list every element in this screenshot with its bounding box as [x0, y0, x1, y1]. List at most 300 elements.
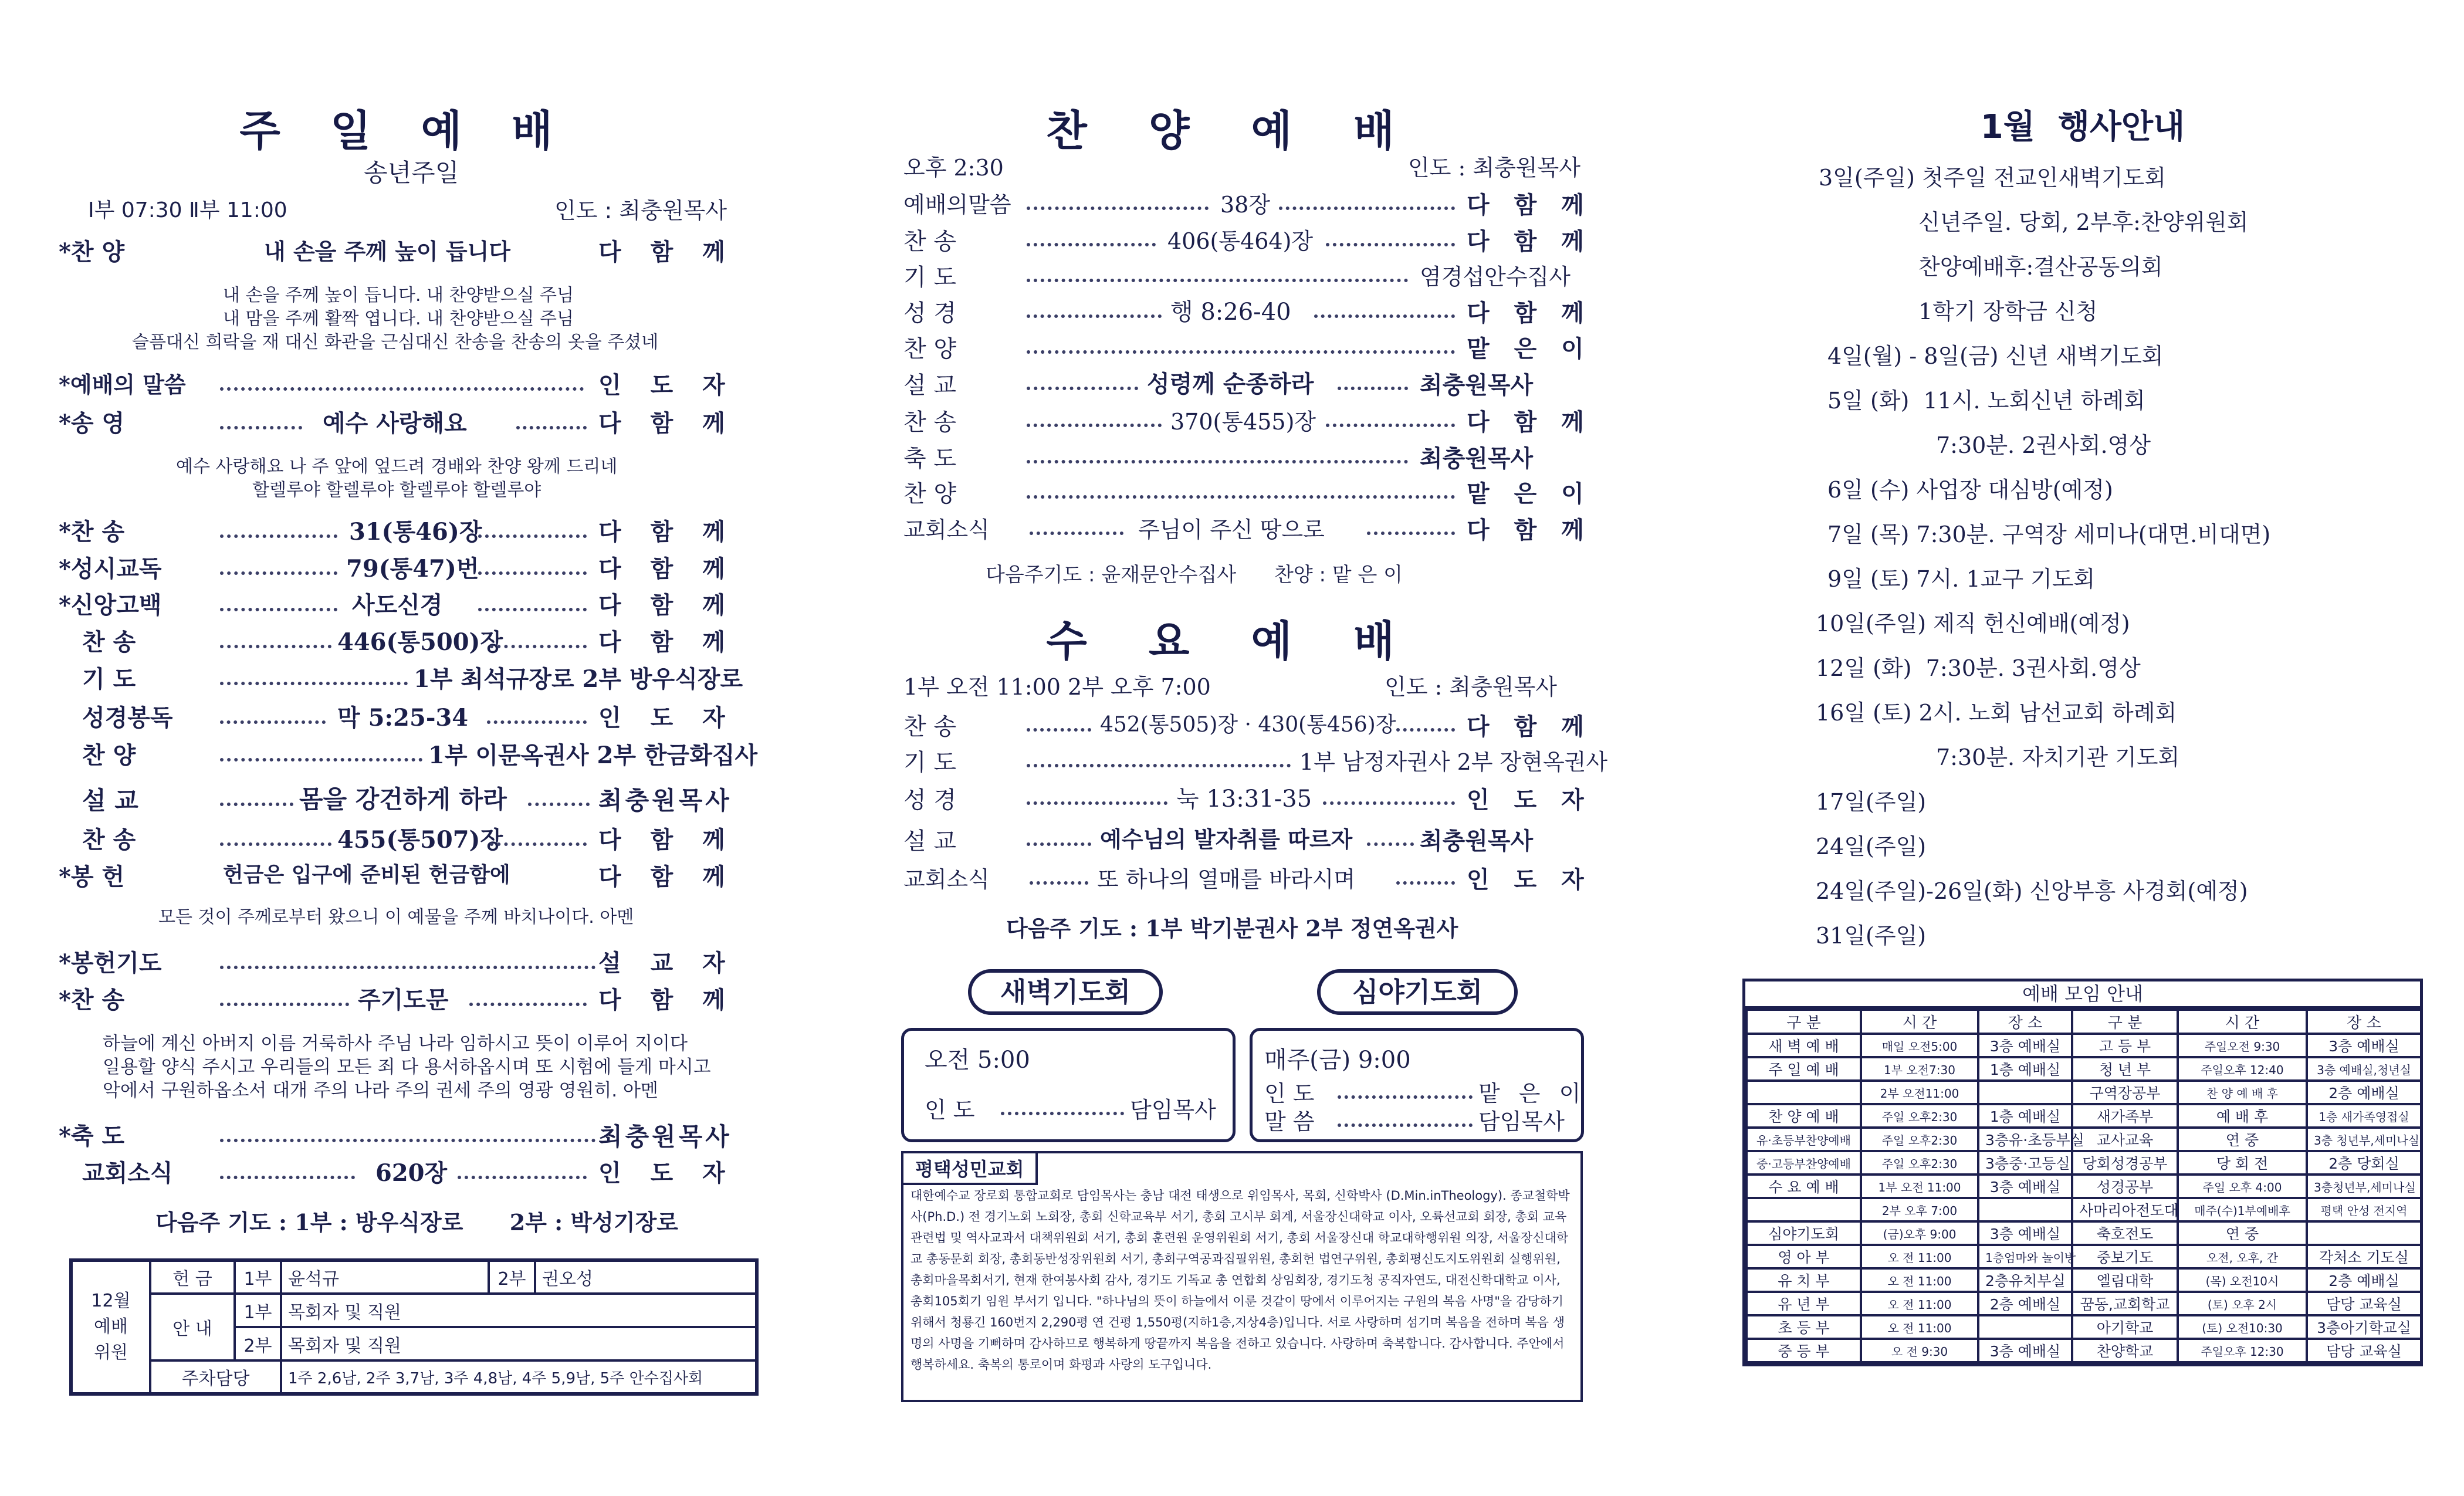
- schedule-cell: 3층 예배실: [1978, 1221, 2072, 1245]
- leader-dots: [1027, 279, 1408, 282]
- church-intro-text: 대한예수교 장로회 통합교회로 담임목사는 충남 대전 태생으로 위임목사, 목회, 신학박사 (D.Min.inTheology). 종교철학박사(Ph.D.) 전 경기노회 노회장, 총회 신학교육부 서기, 총회 고시부 회계, 서울장신대학교 이사, 오륙선교회 회장, 총회 교육관련법 및 역사교과서 대책위원회 서기, 총회 훈련원 운영위원회 서기, 총회 서울장신대 학교대학행위원 의장, 서울장신대학교 총동문회 회장, 총회동반성장위원회 서기, 총회구역공과집필위원, 총회헌 법연구위원, 총회평신도지도위원회 실행위원, 총회마을목회서기, 현재 한여봉사회 감사, 경기도 기독교 총 연합회 상임회장, 경기도청 공직자연도, 대전신학대학교 이사, 총회105회기 임원 부서기 입니다. "하나님의 뜻이 하늘에서 이룬 것같이 땅에서 이루어지는 구원의 복음 사명"을 감당하기 위해서 청룡긴 160번지 2,290평 연 건평 1,550평(지하1층,지상4층)입니다. 서로 사랑하며 섬기며 복음을 전하며 복음 생명의 사명을 기뻐하며 감사하므로 행복하게 땅끝까지 복음을 전하고 있습니다. 사랑하며 축복합니다. 감사합니다. 주안에서 행복하세요. 축복의 통로이며 화평과 사랑의 도구입니다.: [911, 1189, 1570, 1372]
- schedule-cell: 3층 예배실: [1978, 1339, 2072, 1362]
- order-content: 370(통455)장: [1170, 409, 1316, 435]
- order-person: 최충원목사: [1420, 827, 1534, 855]
- offering-note: 모든 것이 주께로부터 왔으니 이 예물을 주께 바치나이다. 아멘: [158, 907, 634, 928]
- order-content: 446(통500)장: [337, 628, 503, 656]
- order-person: 맡 은 이: [1467, 480, 1592, 507]
- schedule-cell: 유 치 부: [1747, 1268, 1861, 1292]
- schedule-cell: 새 벽 예 배: [1747, 1034, 1861, 1057]
- leader-dots: [220, 1139, 595, 1142]
- leader-dots: [1027, 243, 1156, 246]
- leader-dots: [1367, 842, 1414, 846]
- order-label: 찬 송: [82, 628, 136, 656]
- schedule-title: 예배 모임 안내: [1745, 981, 2420, 1008]
- duty-name: 목회자 및 직원: [281, 1327, 757, 1360]
- schedule-row: [1747, 1081, 2421, 1104]
- night-word-label: 말 씀: [1264, 1109, 1315, 1135]
- schedule-cell: [1978, 1198, 2072, 1221]
- schedule-cell: [1978, 1081, 2072, 1104]
- schedule-cell: 담당 교육실: [2307, 1292, 2421, 1315]
- order-label: 찬 양: [903, 480, 956, 507]
- schedule-row: [1747, 1104, 2421, 1128]
- leader-dots: [1396, 728, 1455, 732]
- order-person: 1부 이문옥권사 2부 한금화집사: [428, 742, 758, 769]
- wednesday-service-title: 수 요 예 배: [1046, 616, 1418, 666]
- schedule-cell: 오 전 9:30: [1861, 1339, 1978, 1362]
- order-label: *성시교독: [59, 555, 162, 583]
- schedule-cell: 오 전 11:00: [1861, 1268, 1978, 1292]
- schedule-cell: 주 일 예 배: [1747, 1057, 1861, 1081]
- order-person: 1부 남정자권사 2부 장현옥권사: [1299, 749, 1608, 775]
- sermon-title: 성령께 순종하라: [1147, 370, 1314, 398]
- leader-dots: [528, 803, 590, 806]
- order-label: 설 교: [903, 372, 956, 399]
- leader-dots: [1326, 424, 1455, 427]
- schedule-cell: 주일 오후 4:00: [2178, 1175, 2307, 1198]
- schedule-cell: 매주(수)1부예배후: [2178, 1198, 2307, 1221]
- night-prayer-title: 심야기도회: [1317, 969, 1518, 1015]
- order-content: 455(통507)장: [337, 826, 503, 854]
- event-item: 24일(주일)-26일(화) 신앙부흥 사경회(예정): [1816, 878, 2248, 904]
- schedule-row: [1747, 1221, 2421, 1245]
- wednesday-leader: 인도 : 최충원목사: [1385, 674, 1557, 700]
- leader-dots: [1396, 881, 1455, 885]
- leader-dots: [478, 608, 587, 611]
- schedule-cell: 1층 새가족영접실: [2307, 1104, 2421, 1128]
- schedule-cell: 당 회 전: [2178, 1151, 2307, 1175]
- sermon-title: 몸을 강건하게 하라: [299, 785, 507, 814]
- leader-dots: [469, 1003, 587, 1006]
- order-person: 다 함 께: [598, 238, 736, 266]
- sunday-next-prayer: 다음주 기도 : 1부 : 방우식장로 2부 : 박성기장로: [155, 1209, 678, 1236]
- order-label: 찬 송: [903, 713, 956, 740]
- order-person: 다 함 께: [598, 863, 736, 891]
- night-prayer-box: [1250, 1028, 1587, 1142]
- order-content: 막 5:25-34: [337, 704, 469, 732]
- schedule-cell: [1747, 1198, 1861, 1221]
- order-label: 성 경: [903, 300, 956, 327]
- schedule-cell: 당회성경공부: [2072, 1151, 2178, 1175]
- schedule-cell: 초 등 부: [1747, 1315, 1861, 1339]
- schedule-cell: 1부 오전 11:00: [1861, 1175, 1978, 1198]
- order-person: 다 함 께: [1467, 516, 1592, 544]
- schedule-header: 시 간: [1861, 1010, 1978, 1034]
- schedule-cell: 수 요 예 배: [1747, 1175, 1861, 1198]
- church-intro-box: [901, 1151, 1583, 1402]
- schedule-cell: 2부 오후 7:00: [1861, 1198, 1978, 1221]
- order-person: 1부 최석규장로 2부 방우식장로: [414, 665, 743, 693]
- schedule-cell: (토) 오전10:30: [2178, 1315, 2307, 1339]
- schedule-row: [1747, 1245, 2421, 1268]
- order-content: 주기도문: [358, 986, 449, 1014]
- lyrics-line: 예수 사랑해요 나 주 앞에 엎드려 경배와 찬양 왕께 드리네: [176, 456, 618, 477]
- duty-name: 목회자 및 직원: [281, 1294, 757, 1327]
- schedule-cell: 영 아 부: [1747, 1245, 1861, 1268]
- schedule-cell: 2층 당회실: [2307, 1151, 2421, 1175]
- schedule-cell: 유 년 부: [1747, 1292, 1861, 1315]
- event-item: 6일 (수) 사업장 대심방(예정): [1827, 477, 2113, 503]
- schedule-cell: 사마리아전도대: [2072, 1198, 2178, 1221]
- schedule-cell: 2층 예배실: [1978, 1292, 2072, 1315]
- schedule-cell: 1층 예배실: [1978, 1057, 2072, 1081]
- order-content: 사도신경: [352, 591, 443, 619]
- schedule-table-wrap: [1742, 979, 2423, 1366]
- schedule-header: 장 소: [1978, 1010, 2072, 1034]
- leader-dots: [1030, 881, 1088, 885]
- order-label: 성 경: [903, 787, 956, 814]
- schedule-cell: 꿈동,교회학교: [2072, 1292, 2178, 1315]
- leader-dots: [490, 645, 587, 648]
- duty-side-line: 예배: [94, 1316, 128, 1337]
- order-person: 설 교 자: [598, 949, 736, 977]
- order-person: 최충원목사: [598, 786, 732, 815]
- schedule-row: [1747, 1339, 2421, 1362]
- sunday-service-title: 주 일 예 배: [239, 106, 570, 155]
- schedule-cell: 담당 교육실: [2307, 1339, 2421, 1362]
- leader-dots: [1027, 764, 1291, 767]
- order-content: 또 하나의 열매를 바라시며: [1097, 867, 1356, 892]
- event-item: 찬양예배후:결산공동의회: [1918, 254, 2163, 280]
- leader-dots: [220, 720, 326, 724]
- schedule-row: [1747, 1151, 2421, 1175]
- schedule-cell: 연 중: [2178, 1221, 2307, 1245]
- schedule-cell: 성경공부: [2072, 1175, 2178, 1198]
- duty-side-line: 12월: [91, 1291, 131, 1311]
- schedule-cell: 3층 예배실: [1978, 1034, 2072, 1057]
- schedule-row: [1747, 1128, 2421, 1151]
- leader-dots: [1027, 460, 1408, 463]
- schedule-cell: [1747, 1081, 1861, 1104]
- order-person: 다 함 께: [598, 518, 736, 546]
- night-leader: 맡 은 이: [1478, 1081, 1587, 1106]
- order-person: 최충원목사: [1420, 445, 1534, 472]
- leader-dots: [1027, 314, 1162, 318]
- order-person: 다 함 께: [598, 986, 736, 1014]
- leader-dots: [220, 426, 302, 429]
- schedule-cell: 2층유치부실: [1978, 1268, 2072, 1292]
- lords-prayer-line: 악에서 구원하옵소서 대개 주의 나라 주의 권세 주의 영광 영원히. 아멘: [103, 1080, 658, 1101]
- order-label: 기 도: [82, 665, 136, 693]
- schedule-cell: 새가족부: [2072, 1104, 2178, 1128]
- dawn-leader: 담임목사: [1130, 1097, 1216, 1123]
- order-person: 다 함 께: [1467, 713, 1592, 740]
- schedule-cell: 주일 오후2:30: [1861, 1104, 1978, 1128]
- night-leader-label: 인 도: [1264, 1081, 1315, 1106]
- schedule-cell: 3층 청년부,세미나실: [2307, 1128, 2421, 1151]
- schedule-cell: [2307, 1221, 2421, 1245]
- leader-dots: [220, 758, 422, 761]
- order-content: 예수 사랑해요: [323, 409, 467, 437]
- schedule-cell: 2층 예배실: [2307, 1081, 2421, 1104]
- sunday-subtitle: 송년주일: [364, 158, 459, 187]
- leader-dots: [220, 842, 331, 846]
- event-item: 7:30분. 자치기관 기도회: [1936, 744, 2180, 770]
- order-label: 교회소식: [903, 867, 990, 892]
- schedule-cell: 연 중: [2178, 1128, 2307, 1151]
- duty-offering-label: 헌 금: [150, 1260, 235, 1294]
- schedule-row: [1747, 1034, 2421, 1057]
- order-label: 축 도: [903, 445, 956, 472]
- events-title: 1월 행사안내: [1980, 108, 2185, 146]
- event-item: 31일(주일): [1816, 923, 1927, 949]
- leader-dots: [478, 534, 587, 538]
- lyrics-line: 내 맘을 주께 활짝 엽니다. 내 찬양받으실 주님: [223, 309, 574, 329]
- event-item: 7:30분. 2권사회.영상: [1936, 432, 2151, 458]
- leader-dots: [220, 1003, 349, 1006]
- order-label: *찬 송: [59, 518, 125, 546]
- schedule-cell: 주일 오후2:30: [1861, 1128, 1978, 1151]
- order-content: 79(통47)번: [346, 555, 479, 583]
- wednesday-times: 1부 오전 11:00 2부 오후 7:00: [903, 674, 1211, 700]
- praise-service-section: [880, 0, 1643, 1496]
- schedule-cell: 오 전 11:00: [1861, 1292, 1978, 1315]
- sunday-times: Ⅰ부 07:30 Ⅱ부 11:00: [88, 198, 287, 222]
- order-label: 교회소식: [82, 1159, 173, 1187]
- order-label: 찬 송: [903, 228, 956, 255]
- order-person: 다 함 께: [598, 409, 736, 437]
- schedule-cell: 주일오후 12:40: [2178, 1057, 2307, 1081]
- dawn-prayer-title: 새벽기도회: [968, 969, 1163, 1015]
- schedule-row: [1747, 1268, 2421, 1292]
- order-person: 맡 은 이: [1467, 335, 1592, 363]
- event-item: 12일 (화) 7:30분. 3권사회.영상: [1816, 655, 2141, 681]
- duty-part: 2부: [235, 1327, 281, 1360]
- order-person: 최충원목사: [1420, 371, 1534, 399]
- schedule-cell: (목) 오전10시: [2178, 1268, 2307, 1292]
- order-person: 다 함 께: [1467, 228, 1592, 255]
- duty-parking-names: 1주 2,6남, 2주 3,7남, 3주 4,8남, 4주 5,9남, 5주 안수집사회: [281, 1360, 757, 1394]
- leader-dots: [1323, 801, 1455, 805]
- schedule-cell: 3층 예배실,청년실: [2307, 1057, 2421, 1081]
- event-item: 10일(주일) 제직 헌신예배(예정): [1816, 611, 2130, 637]
- order-person: 다 함 께: [598, 628, 736, 656]
- schedule-cell: 3층 예배실: [1978, 1175, 2072, 1198]
- leader-dots: [1030, 532, 1123, 535]
- leader-dots: [1027, 424, 1162, 427]
- schedule-body: [1747, 1034, 2421, 1362]
- event-item: 4일(월) - 8일(금) 신년 새벽기도회: [1827, 343, 2164, 369]
- wednesday-next-prayer: 다음주 기도 : 1부 박기분권사 2부 정연옥권사: [1006, 915, 1458, 942]
- schedule-row: [1747, 1057, 2421, 1081]
- leader-dots: [220, 1176, 355, 1179]
- order-label: 찬 송: [82, 826, 136, 854]
- sermon-title: 예수님의 발자취를 따르자: [1100, 826, 1353, 852]
- dawn-leader-label: 인 도: [925, 1097, 975, 1123]
- schedule-cell: 중보기도: [2072, 1245, 2178, 1268]
- lyrics-line: 할렐루야 할렐루야 할렐루야 할렐루야: [252, 480, 541, 500]
- leader-dots: [490, 842, 587, 846]
- praise-next-prayer: 다음주기도 : 윤재문안수집사 찬양 : 맡 은 이: [986, 563, 1403, 587]
- schedule-cell: 2층 예배실: [2307, 1268, 2421, 1292]
- leader-dots: [1279, 207, 1455, 210]
- order-person: 다 함 께: [1467, 299, 1592, 327]
- praise-service-title: 찬 양 예 배: [1046, 106, 1418, 155]
- schedule-cell: 찬 양 예 배 후: [2178, 1081, 2307, 1104]
- order-label: 기 도: [903, 749, 956, 776]
- sunday-leader: 인도 : 최충원목사: [554, 198, 727, 224]
- sunday-service-section: [0, 0, 810, 1496]
- schedule-row: [1747, 1175, 2421, 1198]
- order-person: 다 함 께: [598, 826, 736, 854]
- night-time: 매주(금) 9:00: [1264, 1047, 1411, 1074]
- order-person: 인 도 자: [598, 371, 736, 399]
- order-label: 설 교: [82, 786, 138, 815]
- schedule-cell: 예 배 후: [2178, 1104, 2307, 1128]
- duty-name: 윤석규: [281, 1260, 489, 1294]
- duty-name: 권오성: [535, 1260, 757, 1294]
- schedule-cell: 중 등 부: [1747, 1339, 1861, 1362]
- schedule-cell: 1층엄마와 놀이방: [1978, 1245, 2072, 1268]
- leader-dots: [1027, 207, 1209, 210]
- order-label: 예배의말씀: [903, 192, 1011, 218]
- leader-dots: [220, 608, 337, 611]
- event-item: 7일 (목) 7:30분. 구역장 세미나(대면.비대면): [1827, 522, 2271, 547]
- leader-dots: [1001, 1112, 1124, 1115]
- schedule-header: 구 분: [2072, 1010, 2178, 1034]
- leader-dots: [1027, 842, 1091, 846]
- order-content: 38장: [1220, 192, 1271, 218]
- leader-dots: [1338, 387, 1408, 390]
- order-label: 찬 양: [903, 336, 956, 363]
- schedule-cell: 구역장공부: [2072, 1081, 2178, 1104]
- order-label: 성경봉독: [82, 704, 173, 732]
- schedule-cell: 평택 안성 전지역: [2307, 1198, 2421, 1221]
- duty-side-label: [71, 1260, 150, 1394]
- leader-dots: [220, 803, 293, 806]
- lyrics-line: 슬픔대신 희락을 재 대신 화관을 근심대신 찬송을 찬송의 옷을 주셨네: [132, 332, 659, 353]
- order-label: *찬 양: [59, 238, 125, 266]
- leader-dots: [1314, 314, 1455, 318]
- order-person: 최충원목사: [598, 1122, 732, 1151]
- schedule-cell: 주일 오후2:30: [1861, 1151, 1978, 1175]
- order-content: 헌금은 입구에 준비된 헌금함에: [223, 862, 510, 887]
- order-label: *축 도: [59, 1122, 125, 1150]
- schedule-cell: 아기학교: [2072, 1315, 2178, 1339]
- dawn-time: 오전 5:00: [925, 1047, 1030, 1074]
- lyrics-line: 내 손을 주께 높이 듭니다. 내 찬양받으실 주님: [223, 285, 574, 306]
- schedule-cell: 심야기도회: [1747, 1221, 1861, 1245]
- leader-dots: [1027, 387, 1138, 390]
- order-label: *찬 송: [59, 986, 125, 1014]
- order-person: 다 함 께: [1467, 408, 1592, 436]
- leader-dots: [1326, 243, 1455, 246]
- order-content: 406(통464)장: [1167, 228, 1314, 254]
- event-item: 3일(주일) 첫주일 전교인새벽기도회: [1819, 165, 2166, 191]
- order-label: *봉 헌: [59, 863, 125, 891]
- order-person: 인 도 자: [598, 1159, 736, 1187]
- praise-leader: 인도 : 최충원목사: [1408, 155, 1580, 181]
- order-person: 다 함 께: [1467, 191, 1592, 219]
- schedule-cell: 매일 오전5:00: [1861, 1034, 1978, 1057]
- schedule-cell: 주일오전 9:30: [2178, 1034, 2307, 1057]
- event-item: 17일(주일): [1816, 789, 1927, 815]
- event-item: 24일(주일): [1816, 834, 1927, 859]
- order-label: *예배의 말씀: [59, 371, 186, 398]
- order-label: *봉헌기도: [59, 949, 162, 977]
- order-label: 교회소식: [903, 517, 990, 543]
- order-label: 찬 양: [82, 742, 136, 769]
- schedule-cell: 오 전 11:00: [1861, 1245, 1978, 1268]
- schedule-cell: 3층아기학교실: [2307, 1315, 2421, 1339]
- schedule-cell: 2부 오전11:00: [1861, 1081, 1978, 1104]
- leader-dots: [478, 571, 587, 575]
- leader-dots: [1027, 350, 1455, 354]
- schedule-cell: 찬 양 예 배: [1747, 1104, 1861, 1128]
- leader-dots: [458, 1176, 587, 1179]
- leader-dots: [1027, 801, 1167, 805]
- leader-dots: [220, 571, 337, 575]
- order-person: 염경섭안수집사: [1420, 264, 1571, 290]
- schedule-cell: 찬양학교: [2072, 1339, 2178, 1362]
- order-content: 내 손을 주께 높이 듭니다: [264, 238, 510, 265]
- schedule-cell: 3층청년부,세미나실: [2307, 1175, 2421, 1198]
- praise-time: 오후 2:30: [903, 155, 1004, 181]
- schedule-cell: 중·고등부찬양예배: [1747, 1151, 1861, 1175]
- schedule-cell: 1부 오전7:30: [1861, 1057, 1978, 1081]
- event-item: 16일 (토) 2시. 노회 남선교회 하례회: [1816, 700, 2177, 726]
- leader-dots: [487, 720, 587, 724]
- leader-dots: [220, 682, 408, 685]
- schedule-cell: 고 등 부: [2072, 1034, 2178, 1057]
- order-content: 452(통505)장 · 430(통456)장: [1100, 713, 1396, 737]
- leader-dots: [220, 645, 331, 648]
- order-content: 눅 13:31-35: [1176, 786, 1312, 813]
- schedule-cell: [1978, 1315, 2072, 1339]
- order-label: 설 교: [903, 828, 956, 855]
- order-label: 찬 송: [903, 409, 956, 436]
- schedule-cell: 교사교육: [2072, 1128, 2178, 1151]
- schedule-cell: 청 년 부: [2072, 1057, 2178, 1081]
- schedule-cell: 1층 예배실: [1978, 1104, 2072, 1128]
- order-content: 행 8:26-40: [1170, 299, 1291, 326]
- duty-table: [69, 1258, 759, 1396]
- order-person: 인 도 자: [598, 704, 736, 732]
- schedule-cell: 오 전 11:00: [1861, 1315, 1978, 1339]
- leader-dots: [1367, 532, 1455, 535]
- night-word: 담임목사: [1478, 1109, 1565, 1135]
- schedule-cell: 3층중·고등실: [1978, 1151, 2072, 1175]
- schedule-cell: 각처소 기도실: [2307, 1245, 2421, 1268]
- lords-prayer-line: 일용할 양식 주시고 우리들의 모든 죄 다 용서하옵시며 또 시험에 들게 마시고: [103, 1057, 711, 1078]
- duty-part: 2부: [489, 1260, 535, 1294]
- schedule-cell: 3층 예배실: [2307, 1034, 2421, 1057]
- schedule-cell: 주일오후 12:30: [2178, 1339, 2307, 1362]
- event-item: 9일 (토) 7시. 1교구 기도회: [1827, 566, 2096, 592]
- schedule-cell: 축호전도: [2072, 1221, 2178, 1245]
- events-section: [1731, 0, 2464, 1496]
- church-name: 평택성민교회: [903, 1153, 1038, 1185]
- duty-part: 1부: [235, 1260, 281, 1294]
- schedule-header: 시 간: [2178, 1010, 2307, 1034]
- leader-dots: [1027, 495, 1455, 499]
- schedule-cell: 유·초등부찬양예배: [1747, 1128, 1861, 1151]
- order-content: 31(통46)장: [349, 518, 482, 546]
- order-label: *송 영: [59, 409, 125, 437]
- event-item: 신년주일. 당회, 2부후:찬양위원회: [1918, 209, 2249, 235]
- schedule-row: [1747, 1198, 2421, 1221]
- order-label: 기 도: [903, 264, 956, 291]
- leader-dots: [220, 387, 584, 391]
- schedule-row: [1747, 1315, 2421, 1339]
- schedule-cell: (금)오후 9:00: [1861, 1221, 1978, 1245]
- schedule-cell: 오전, 오후, 간: [2178, 1245, 2307, 1268]
- leader-dots: [220, 534, 337, 538]
- schedule-header: 구 분: [1747, 1010, 1861, 1034]
- duty-guide-label: 안 내: [150, 1294, 235, 1360]
- event-item: 1학기 장학금 신청: [1918, 299, 2098, 324]
- duty-part: 1부: [235, 1294, 281, 1327]
